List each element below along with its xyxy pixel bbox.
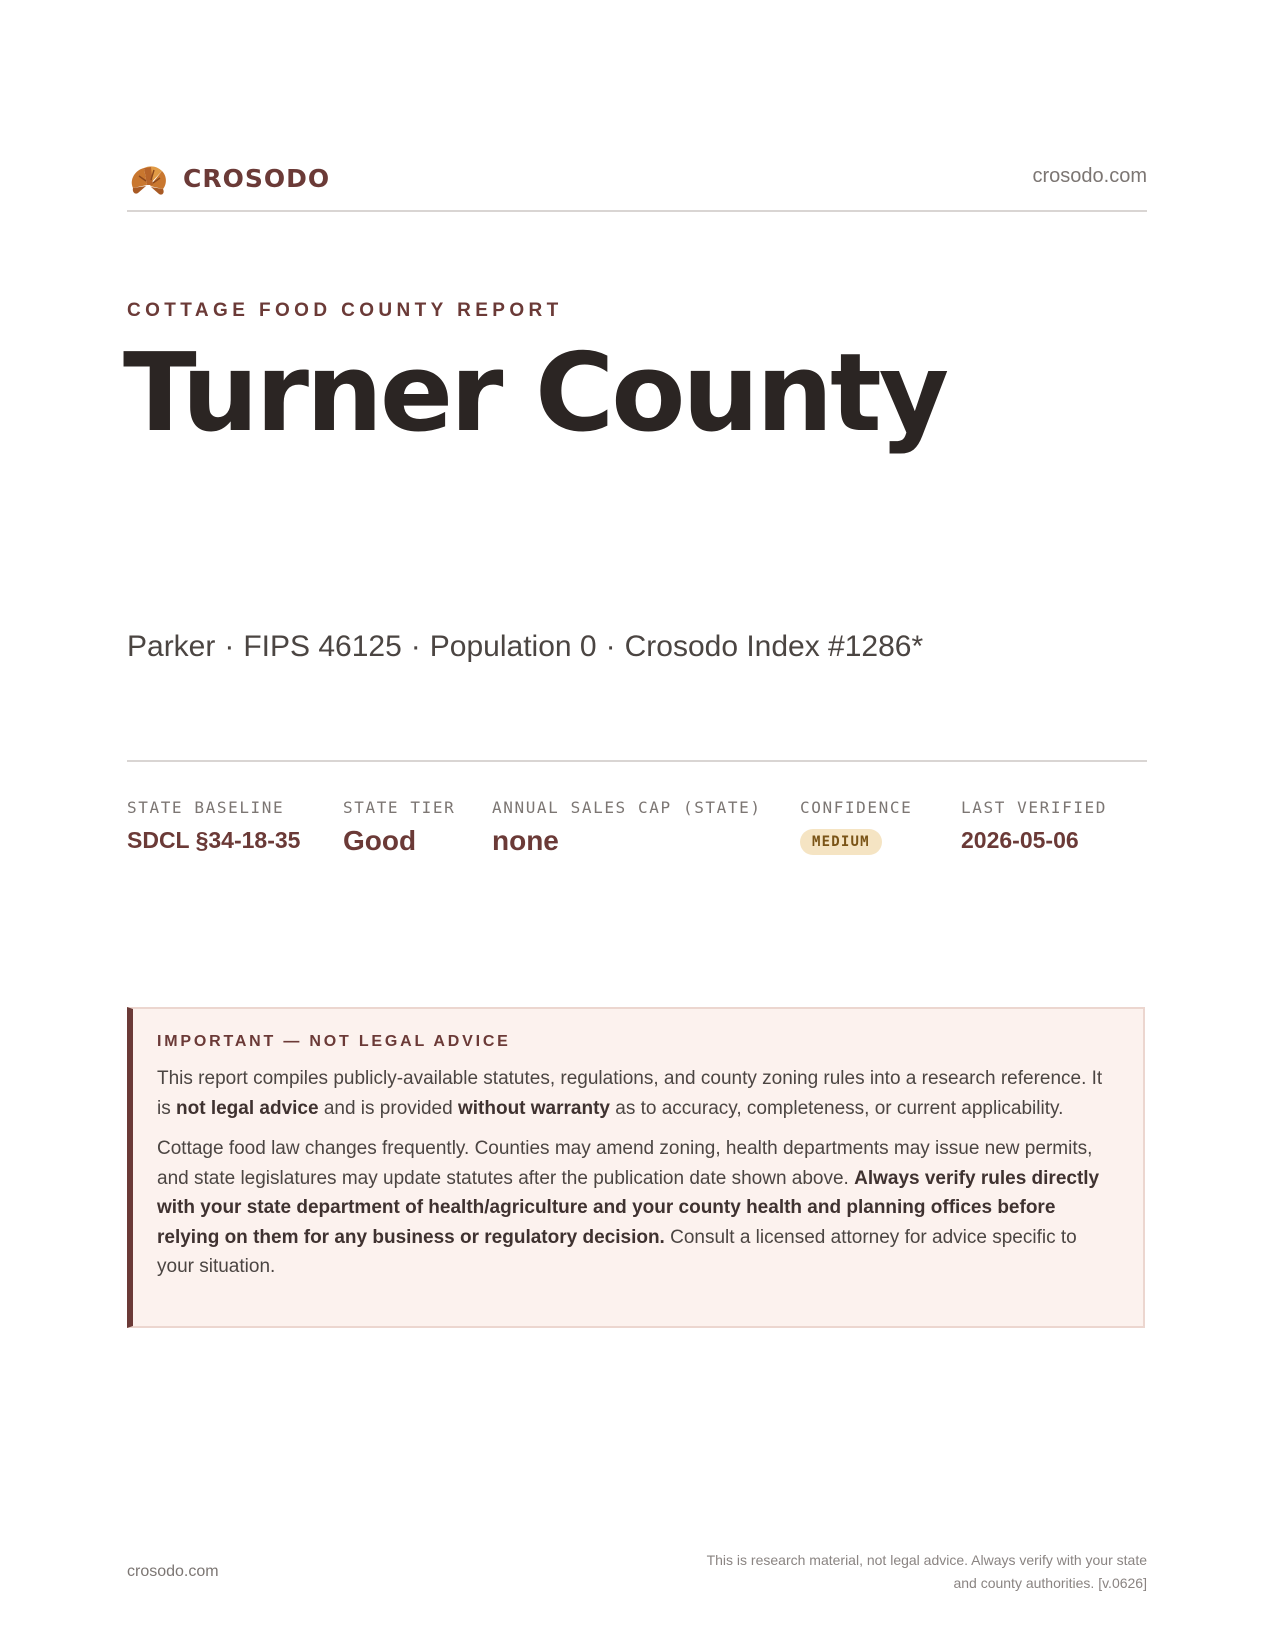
stat-value: none xyxy=(492,825,559,856)
brand-name: CROSODO xyxy=(183,163,331,193)
population: Population 0 xyxy=(429,630,597,663)
divider xyxy=(127,760,1147,762)
stat-state-tier xyxy=(343,798,455,857)
notice-title: IMPORTANT — NOT LEGAL ADVICE xyxy=(157,1033,511,1050)
stat-value: Good xyxy=(343,825,417,856)
brand[interactable] xyxy=(127,158,330,198)
separator: · xyxy=(410,630,421,663)
separator: · xyxy=(224,630,235,663)
stat-last-verified xyxy=(961,798,1107,854)
stat-value: 2026-05-06 xyxy=(961,827,1079,853)
page-title: Turner County xyxy=(123,331,947,456)
fips-code: FIPS 46125 xyxy=(243,630,402,663)
stat-confidence xyxy=(800,798,912,855)
notice-text: and is provided xyxy=(318,1097,458,1119)
notice-emphasis: not legal advice xyxy=(176,1097,319,1119)
notice-emphasis: Always verify rules directly with your state department of health/agriculture and your county health and planning offices before relying on them for any business or regulatory decision. xyxy=(157,1167,1100,1248)
page-header xyxy=(127,158,1147,212)
stat-label: STATE TIER xyxy=(343,798,456,817)
stat-label: STATE BASELINE xyxy=(127,798,285,817)
notice-paragraph xyxy=(157,1134,1117,1282)
notice-text: as to accuracy, completeness, or current applicability. xyxy=(609,1097,1064,1119)
notice-text: This report compiles publicly-available statutes, regulations, and county zoning rules into a research reference. It is xyxy=(157,1068,1103,1119)
stat-label: LAST VERIFIED xyxy=(961,798,1108,817)
notice-emphasis: without warranty xyxy=(457,1097,610,1119)
stat-state-baseline xyxy=(127,798,300,854)
notice-text: Cottage food law changes frequently. Counties may amend zoning, health departments may issue new permits, and state legislatures may update statutes after the publication date shown above. xyxy=(157,1138,1093,1189)
footer-disclaimer xyxy=(627,1549,1147,1595)
croissant-icon xyxy=(127,158,169,198)
report-page xyxy=(123,0,1147,1650)
stat-annual-sales-cap xyxy=(492,798,762,857)
notice-paragraph xyxy=(157,1064,1117,1123)
report-eyebrow: COTTAGE FOOD COUNTY REPORT xyxy=(127,300,563,321)
seat-name: Parker xyxy=(127,630,216,663)
footer-disclaimer-line: This is research material, not legal advice. Always verify with your state xyxy=(706,1552,1147,1568)
footer-site-link[interactable]: crosodo.com xyxy=(127,1563,219,1580)
county-summary xyxy=(127,630,923,664)
stat-label: CONFIDENCE xyxy=(800,798,913,817)
stat-label: ANNUAL SALES CAP (STATE) xyxy=(492,798,762,817)
site-url-link[interactable]: crosodo.com xyxy=(1032,165,1147,187)
separator: · xyxy=(605,630,616,663)
crosodo-index: Crosodo Index #1286* xyxy=(624,630,924,663)
notice-text: Consult a licensed attorney for advice specific to your situation. xyxy=(157,1226,1077,1277)
confidence-badge: MEDIUM xyxy=(800,829,882,855)
legal-notice xyxy=(127,1007,1145,1328)
stat-value: SDCL §34-18-35 xyxy=(127,827,301,853)
footer-disclaimer-line: and county authorities. [v.0626] xyxy=(953,1575,1147,1591)
